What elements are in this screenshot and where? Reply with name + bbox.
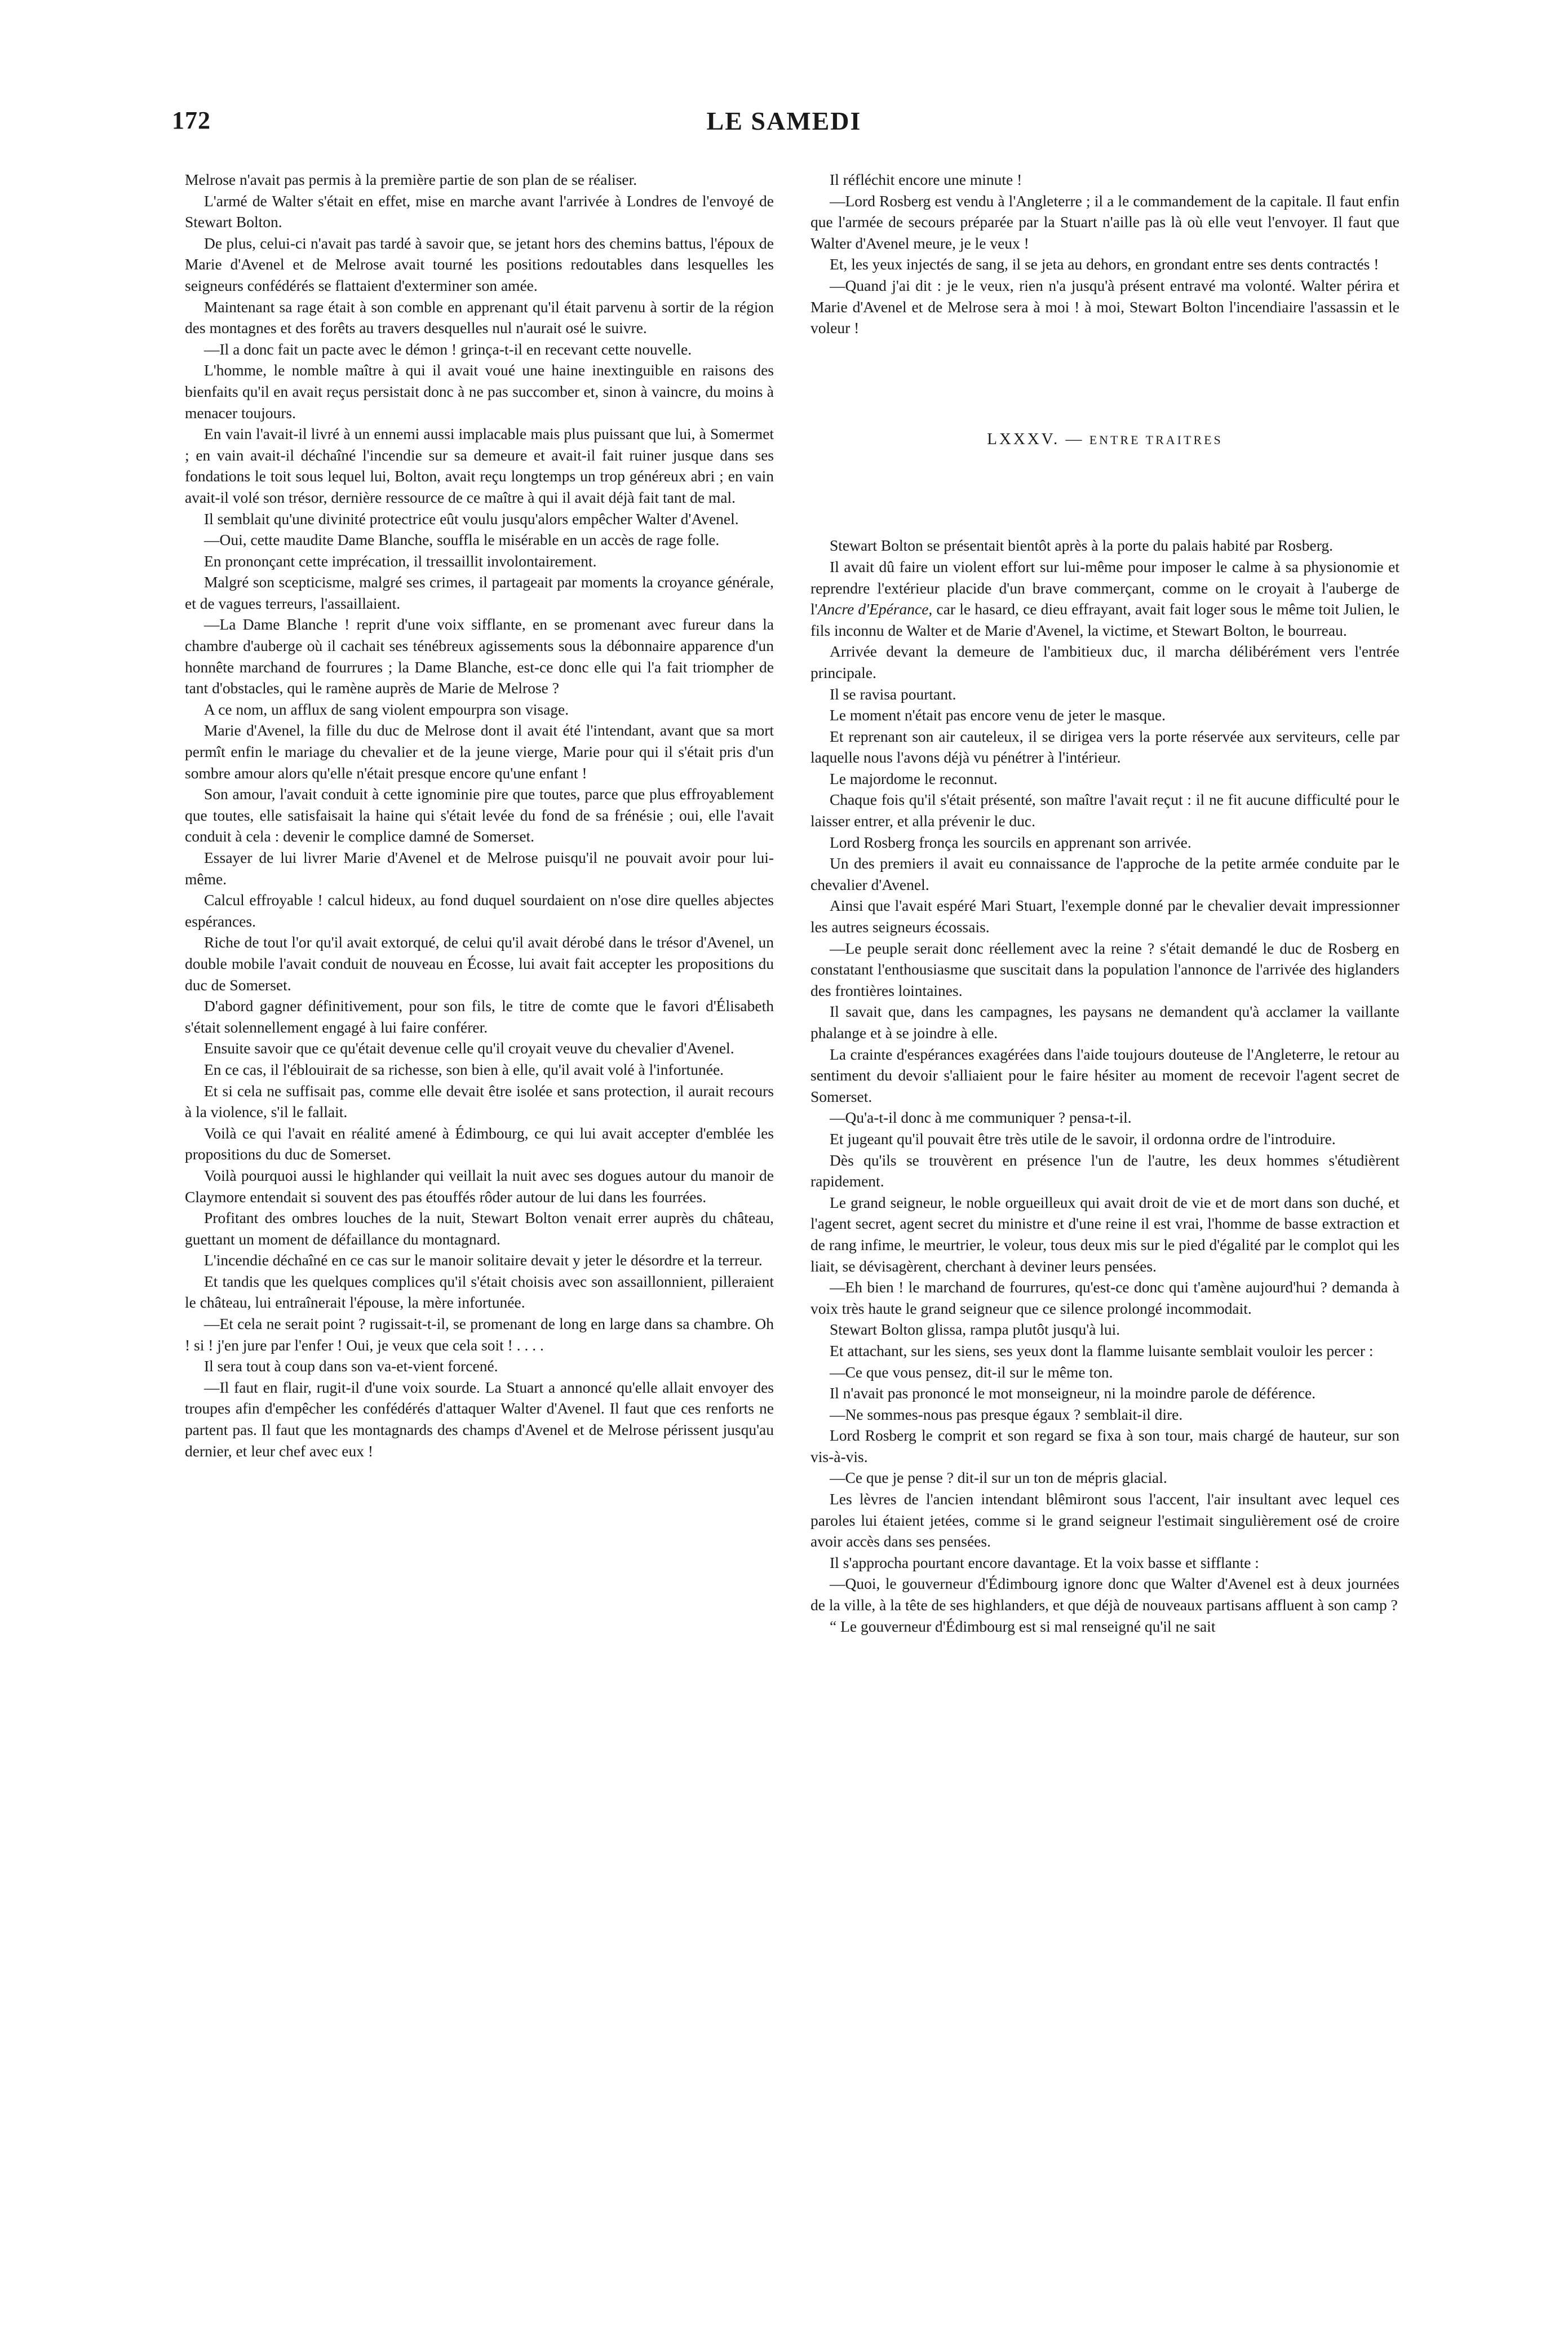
paragraph: Et, les yeux injectés de sang, il se jeta au dehors, en grondant entre ses dents contractés ! xyxy=(830,255,1379,273)
paragraph: Maintenant sa rage était à son comble en apprenant qu'il était parvenu à sortir de la région des montagnes et des forêts au travers desquelles nul n'aurait osé le suivre. xyxy=(185,298,774,337)
paragraph: A ce nom, un afflux de sang violent empourpra son visage. xyxy=(204,700,569,718)
paragraph: Voilà ce qui l'avait en réalité amené à Édimbourg, ce qui lui avait accepter d'emblée les propositions du duc de Somerset. xyxy=(185,1124,774,1163)
page-number: 172 xyxy=(172,107,211,134)
paragraph: Ainsi que l'avait espéré Mari Stuart, l'exemple donné par le chevalier devait impressionner les autres seigneurs écossais. xyxy=(810,897,1399,936)
paragraph-text: car le hasard, ce dieu effrayant, avait fait loger sous le même toit Julien, le fils inconnu de Walter et de Marie d'Avenel, la victime, et Stewart Bolton, le bourreau. xyxy=(810,600,1400,639)
paragraph: —Lord Rosberg est vendu à l'Angleterre ; il a le commandement de la capitale. Il faut enfin que l'armée de secours préparée par la Stuart n'aille pas là où elle veut l'envoyer. Il faut que Walter d'Avenel meure, je le veux ! xyxy=(810,192,1399,252)
paragraph: —Ce que vous pensez, dit-il sur le même ton. xyxy=(830,1363,1113,1381)
paragraph: Et reprenant son air cauteleux, il se dirigea vers la porte réservée aux serviteurs, celle par laquelle nous l'avons déjà vu pénétrer à l'intérieur. xyxy=(810,727,1399,767)
paragraph: En prononçant cette imprécation, il tressaillit involontairement. xyxy=(204,552,597,570)
paragraph: L'incendie déchaîné en ce cas sur le manoir solitaire devait y jeter le désordre et la terreur. xyxy=(204,1251,763,1269)
paragraph: “ Le gouverneur d'Édimbourg est si mal renseigné qu'il ne sait xyxy=(830,1617,1216,1635)
paragraph: Les lèvres de l'ancien intendant blêmiront sous l'accent, l'air insultant avec lequel ces paroles lui étaient jetées, comme si le grand seigneur l'estimait singulièrement osé de croire avoir accès dans ses pensées. xyxy=(810,1490,1399,1550)
paragraph: Il sera tout à coup dans son va-et-vient forcené. xyxy=(204,1357,498,1375)
paragraph: Melrose n'avait pas permis à la première partie de son plan de se réaliser. xyxy=(185,171,637,188)
paragraph: —Ce que je pense ? dit-il sur un ton de mépris glacial. xyxy=(830,1469,1167,1487)
paragraph: L'armé de Walter s'était en effet, mise en marche avant l'arrivée à Londres de l'envoyé de Stewart Bolton. xyxy=(185,192,774,231)
paragraph: —La Dame Blanche ! reprit d'une voix sifflante, en se promenant avec fureur dans la chambre d'auberge où il cachait ses ténébreux agissements sous la débonnaire apparence d'un honnête marchand de fourrures ; la Dame Blanche, est-ce donc elle qui l'a fait triompher de tant d'obstacles, qui le ramène auprès de Marie de Melrose ? xyxy=(185,615,774,697)
paragraph: Et attachant, sur les siens, ses yeux dont la flamme luisante semblait vouloir les percer : xyxy=(830,1341,1374,1359)
chapter-separator: — xyxy=(1065,429,1084,448)
paragraph: Lord Rosberg le comprit et son regard se fixa à son tour, mais chargé de hauteur, sur son vis-à-vis. xyxy=(810,1426,1399,1465)
paragraph: Le majordome le reconnut. xyxy=(830,769,998,787)
page-header xyxy=(172,106,1396,145)
paragraph: —Il faut en flair, rugit-il d'une voix sourde. La Stuart a annoncé qu'elle allait envoyer des troupes afin d'empêcher les confédérés d'attaquer Walter d'Avenel. Il faut que ces renforts ne partent pas. Il faut que les montagnards des champs d'Avenel et de Melrose périssent jusqu'au dernier, et leur chef avec eux ! xyxy=(185,1378,774,1460)
paragraph: Chaque fois qu'il s'était présenté, son maître l'avait reçut : il ne fit aucune difficulté pour le laisser entrer, et alla prévenir le duc. xyxy=(810,791,1399,830)
paragraph: —Et cela ne serait point ? rugissait-t-il, se promenant de long en large dans sa chambre. Oh ! si ! j'en jure par l'enfer ! Oui, je veux que cela soit ! . . . . xyxy=(185,1315,774,1354)
paragraph: Profitant des ombres louches de la nuit, Stewart Bolton venait errer auprès du château, guettant un moment de défaillance du montagnard. xyxy=(185,1209,774,1248)
right-column xyxy=(810,169,1399,1637)
paragraph: —Oui, cette maudite Dame Blanche, souffla le misérable en un accès de rage folle. xyxy=(204,531,720,549)
paragraph: —Quoi, le gouverneur d'Édimbourg ignore donc que Walter d'Avenel est à deux journées de la ville, à la tête de ses highlanders, et que déjà de nouveaux partisans affluent à son camp ? xyxy=(810,1575,1399,1614)
paragraph: Le grand seigneur, le noble orgueilleux qui avait droit de vie et de mort dans son duché, et l'agent secret, agent secret du ministre et d'une reine il est vrai, l'homme de basse extraction et de rang infime, le meurtrier, le voleur, tous deux mis sur le pied d'égalité par le complot qui les liait, se dévisagèrent, cherchant à deviner leurs pensées. xyxy=(810,1193,1399,1275)
paragraph: Il s'approcha pourtant encore davantage. Et la voix basse et sifflante : xyxy=(830,1553,1259,1571)
paragraph: En vain l'avait-il livré à un ennemi aussi implacable mais plus puissant que lui, à Somermet ; en vain avait-il déchaîné l'incendie sur sa demeure et avait-il fait ruiner jusque dans ses fondations le toit sous lequel lui, Bolton, avait reçu longtemps un trop généreux abri ; en vain avait-il volé son trésor, dernière ressource de ce maître à qui il avait déjà fait tant de mal. xyxy=(185,425,774,506)
paragraph: Ensuite savoir que ce qu'était devenue celle qu'il croyait veuve du chevalier d'Avenel. xyxy=(204,1039,734,1057)
paragraph: Et si cela ne suffisait pas, comme elle devait être isolée et sans protection, il aurait recours à la violence, s'il le fallait. xyxy=(185,1082,774,1121)
paragraph: Voilà pourquoi aussi le highlander qui veillait la nuit avec ses dogues autour du manoir de Claymore entendait si souvent des pas étouffés rôder autour de lui dans les fourrées. xyxy=(185,1166,774,1206)
paragraph: Riche de tout l'or qu'il avait extorqué, de celui qu'il avait dérobé dans le trésor d'Avenel, un double mobile l'avait conduit de nouveau en Écosse, lui avait fait accepter les propositions du duc de Somerset. xyxy=(185,933,774,994)
paragraph-text: Il avait dû faire un violent effort sur lui-même pour imposer le calme à sa physionomie et reprendre l'extérieur placide d'un brave commerçant, comme on le croyait à l'auberge de l' xyxy=(810,557,1399,618)
paragraph: Il n'avait pas prononcé le mot monseigneur, ni la moindre parole de déférence. xyxy=(830,1384,1316,1402)
paragraph: Marie d'Avenel, la fille du duc de Melrose dont il avait été l'intendant, avant que sa mort permît enfin le mariage du chevalier et de la jeune vierge, Marie pour qui il s'était pris d'un sombre amour alors qu'elle n'était presque encore qu'une enfant ! xyxy=(185,721,774,782)
paragraph: Arrivée devant la demeure de l'ambitieux duc, il marcha délibérément vers l'entrée principale. xyxy=(810,643,1399,681)
paragraph: Il se ravisa pourtant. xyxy=(830,685,956,703)
paragraph: La crainte d'espérances exagérées dans l'aide toujours douteuse de l'Angleterre, le retour au sentiment du devoir s'alliaient pour le faire hésiter au moment de recevoir l'agent secret de Somerset. xyxy=(810,1045,1399,1105)
paragraph: Un des premiers il avait eu connaissance de l'approche de la petite armée conduite par le chevalier d'Avenel. xyxy=(810,854,1399,893)
running-title: LE SAMEDI xyxy=(706,107,862,135)
chapter-heading xyxy=(810,429,1399,451)
paragraph: —Ne sommes-nous pas presque égaux ? semblait-il dire. xyxy=(830,1405,1183,1423)
paragraph: Il semblait qu'une divinité protectrice eût voulu jusqu'alors empêcher Walter d'Avenel. xyxy=(204,510,739,528)
paragraph: D'abord gagner définitivement, pour son fils, le titre de comte que le favori d'Élisabeth s'était solennellement engagé à lui faire conférer. xyxy=(185,997,774,1036)
paragraph: Malgré son scepticisme, malgré ses crimes, il partageait par moments la croyance générale, et de vagues terreurs, l'assaillaient. xyxy=(185,573,774,612)
paragraph: Calcul effroyable ! calcul hideux, au fond duquel sourdaient on n'ose dire quelles abjectes espérances. xyxy=(185,891,774,930)
inn-name: Ancre d'Epérance, xyxy=(817,600,933,618)
paragraph: De plus, celui-ci n'avait pas tardé à savoir que, se jetant hors des chemins battus, l'époux de Marie d'Avenel et de Melrose avait tourné les positions redoutables dans lesquelles les seigneurs confédérés se flattaient d'exterminer son amée. xyxy=(185,234,774,294)
paragraph: Il réfléchit encore une minute ! xyxy=(830,171,1022,188)
paragraph: Et jugeant qu'il pouvait être très utile de le savoir, il ordonna ordre de l'introduire. xyxy=(830,1129,1336,1148)
left-column xyxy=(185,169,774,1461)
paragraph: —Le peuple serait donc réellement avec la reine ? s'était demandé le duc de Rosberg en constatant l'enthousiasme que suscitait dans la population l'annonce de l'arrivée des higlanders des frontières lointaines. xyxy=(810,939,1399,999)
paragraph xyxy=(810,556,1399,641)
paragraph: Son amour, l'avait conduit à cette ignominie pire que toutes, parce que plus effroyablement que toutes, elle satisfaisait la haine qui s'était levée du fond de sa frénésie ; oui, elle l'avait conduit à cela : devenir le complice damné de Somerset. xyxy=(185,785,774,845)
chapter-number: LXXXV. xyxy=(987,429,1060,448)
paragraph: —Il a donc fait un pacte avec le démon ! grinça-t-il en recevant cette nouvelle. xyxy=(204,340,692,358)
paragraph: —Quand j'ai dit : je le veux, rien n'a jusqu'à présent entravé ma volonté. Walter périra et Marie d'Avenel et de Melrose sera à moi ! à moi, Stewart Bolton l'incendiaire l'assassin et le voleur ! xyxy=(810,276,1399,337)
paragraph: —Qu'a-t-il donc à me communiquer ? pensa-t-il. xyxy=(830,1109,1132,1127)
paragraph: Lord Rosberg fronça les sourcils en apprenant son arrivée. xyxy=(830,833,1191,851)
paragraph: L'homme, le nomble maître à qui il avait voué une haine inextinguible en raisons des bienfaits qu'il en avait reçus persistait donc à ne pas succomber et, sinon à vaincre, du moins à menacer toujours. xyxy=(185,361,774,422)
paragraph: Il savait que, dans les campagnes, les paysans ne demandent qu'à acclamer la vaillante phalange et à se joindre à elle. xyxy=(810,1003,1399,1042)
paragraph: En ce cas, il l'éblouirait de sa richesse, son bien à elle, qu'il avait volé à l'infortunée. xyxy=(204,1060,724,1078)
paragraph: Essayer de lui livrer Marie d'Avenel et de Melrose puisqu'il ne pouvait avoir pour lui-même. xyxy=(185,849,774,888)
paragraph: Stewart Bolton glissa, rampa plutôt jusqu'à lui. xyxy=(830,1321,1120,1339)
paragraph: Dès qu'ils se trouvèrent en présence l'un de l'autre, les deux hommes s'étudièrent rapidement. xyxy=(810,1151,1399,1190)
paragraph: Stewart Bolton se présentait bientôt après à la porte du palais habité par Rosberg. xyxy=(830,537,1333,555)
paragraph: —Eh bien ! le marchand de fourrures, qu'est-ce donc qui t'amène aujourd'hui ? demanda à voix très haute le grand seigneur que ce silence prolongé incommodait. xyxy=(810,1278,1399,1317)
chapter-title: ENTRE TRAITRES xyxy=(1089,432,1223,447)
paragraph: Et tandis que les quelques complices qu'il s'était choisis avec son assaillonnient, pilleraient le château, lui entraînerait l'épouse, la mère infortunée. xyxy=(185,1272,774,1312)
paragraph: Le moment n'était pas encore venu de jeter le masque. xyxy=(830,706,1166,724)
